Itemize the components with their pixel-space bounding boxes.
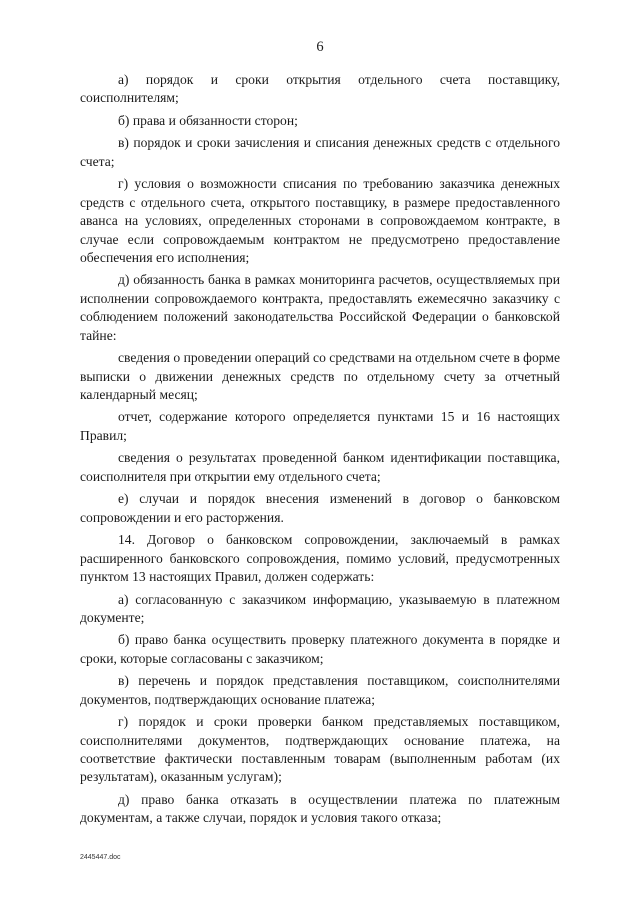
paragraph-14d: д) право банка отказать в осуществлении платежа по платежным документам, а также случаи, порядок и условия такого отказа; bbox=[80, 791, 560, 826]
paragraph-13d-item-2: отчет, содержание которого определяется пунктами 15 и 16 настоящих Правил; bbox=[80, 409, 560, 443]
paragraph-14b: б) право банка осуществить проверку платежного документа в порядке и сроки, которые согласованы с заказчиком; bbox=[80, 632, 560, 666]
paragraph-13d-item-1: сведения о проведении операций со средствами на отдельном счете в форме выписки о движении денежных средств по отдельному счету за отчетный календарный месяц; bbox=[80, 350, 560, 402]
paragraph-14g: г) порядок и сроки проверки банком представляемых поставщиком, соисполнителями документов, подтверждающих основание платежа, на соответствие фактически поставленным товарам (выполненным работам (их результатам), оказанным услугам); bbox=[80, 714, 560, 785]
paragraph-14: 14. Договор о банковском сопровождении, заключаемый в рамках расширенного банковского сопровождения, помимо условий, предусмотренных пунктом 13 настоящих Правил, должен содержать: bbox=[80, 532, 560, 584]
paragraph-13e: е) случаи и порядок внесения изменений в договор о банковском сопровождении и его расторжения. bbox=[80, 491, 560, 525]
paragraph-13g: г) условия о возможности списания по требованию заказчика денежных средств с отдельного счета, открытого поставщику, в размере предоставленного аванса на условиях, определенных сторонами в сопровождаемом контракте, в случае если сопровождаемым контрактом не предусмотрено предоставление обеспечения его исполнения; bbox=[80, 176, 560, 265]
paragraph-14a: а) согласованную с заказчиком информацию, указываемую в платежном документе; bbox=[80, 591, 560, 625]
paragraph-13v: в) порядок и сроки зачисления и списания денежных средств с отдельного счета; bbox=[80, 135, 560, 169]
paragraph-13b: б) права и обязанности сторон; bbox=[118, 112, 298, 128]
paragraph-14v: в) перечень и порядок представления поставщиком, соисполнителями документов, подтверждающих основание платежа; bbox=[80, 673, 560, 707]
page-number: 6 bbox=[316, 39, 324, 55]
paragraph-13a: а) порядок и сроки открытия отдельного счета поставщику, соисполнителям; bbox=[80, 72, 560, 106]
paragraph-13d-item-3: сведения о результатах проведенной банком идентификации поставщика, соисполнителя при открытии ему отдельного счета; bbox=[80, 450, 560, 484]
document-body bbox=[80, 71, 560, 832]
footer-filename: 2445447.doc bbox=[80, 854, 121, 861]
paragraph-13d: д) обязанность банка в рамках мониторинга расчетов, осуществляемых при исполнении сопровождаемого контракта, предоставлять ежемесячно заказчику с соблюдением положений законодательства Российской Федерации о банковской тайне: bbox=[80, 272, 560, 343]
